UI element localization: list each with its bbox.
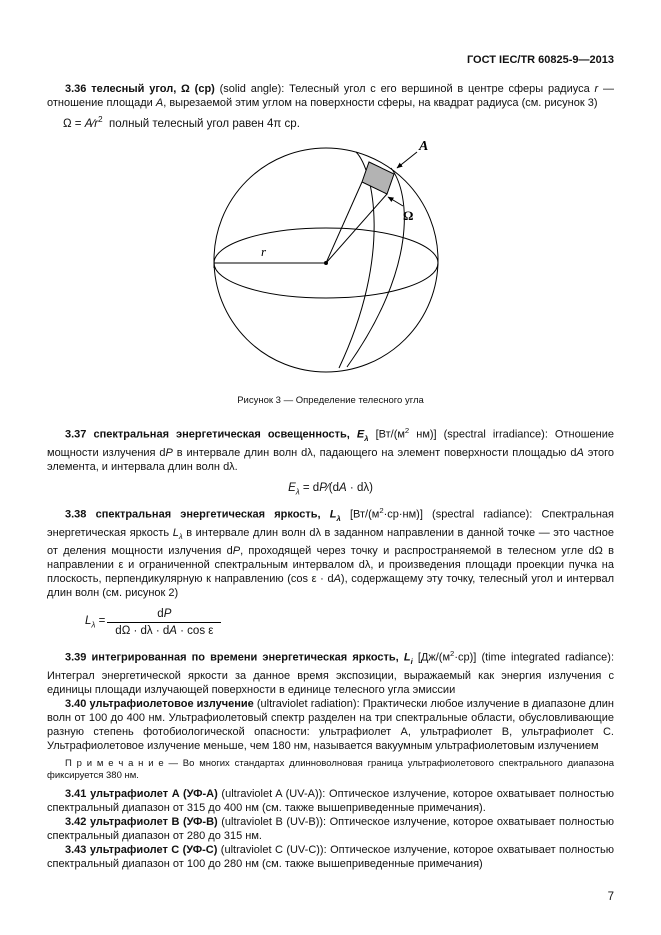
meridian-arc-right	[347, 168, 404, 367]
label-omega-arrow	[388, 197, 403, 206]
formula-solid-angle: $\Omega = A∕r^2$ полный телесный угол равен 4π ср.	[63, 115, 300, 130]
definition-3-41: 3.41 ультрафиолет A (УФ-A) (ultraviolet A (UV-A)): Оптическое излучение, которое охватывает полностью спектральный диапазон от 315 до 400 нм (см. также вышеприведенные примечания).	[47, 787, 614, 814]
solid-angle-diagram	[161, 134, 501, 382]
center-dot	[324, 261, 328, 265]
note-3-40: П р и м е ч а н и е — Во многих стандартах длинноволновая граница ультрафиолетового спектрального диапазона фиксируется 380 нм.	[47, 757, 614, 781]
page-number: 7	[607, 890, 614, 903]
definition-3-40: 3.40 ультрафиолетовое излучение (ultraviolet radiation): Практически любое излучение в диапазоне длин волн от 100 до 400 нм. Ультрафиолетовый спектр разделен на три спектральные области, обусловливающие разную степень фотобиологической опасности: ультрафиолет A, ультрафиолет B, ультрафиолет C. Ультрафиолетовое излучение меньше, чем 180 нм, называется вакуумным ультрафиолетовым излучением	[47, 697, 614, 752]
doc-header: ГОСТ IEC/TR 60825-9—2013	[466, 54, 614, 66]
definition-3-37: 3.37 спектральная энергетическая освещенность, $E_\lambda$ [$Вт/(м^2$ нм)] (spectral irradiance): Отношение мощности излучения dP в интервале длин волн dλ, падающего на элемент поверхности площадью dA этого элемента, и интервала длин волн dλ.	[47, 425, 614, 473]
figure-label-a: A	[418, 138, 428, 154]
figure-label-omega: Ω	[402, 207, 413, 223]
fraction-numerator: dP	[107, 608, 221, 623]
definition-3-36: 3.36 телесный угол, Ω (ср) (solid angle): Телесный угол с его вершиной в центре сферы радиуса r — отношение площади A, вырезаемой этим углом на поверхности сферы, на квадрат радиуса (см. рисунок 3)	[47, 83, 614, 109]
fraction	[107, 608, 221, 637]
surface-patch	[362, 162, 394, 194]
formula-lhs: $L_\lambda$ =	[85, 615, 106, 630]
sphere-outline	[214, 148, 438, 372]
formula-spectral-radiance	[85, 608, 614, 637]
figure-3	[161, 134, 501, 406]
definition-3-42: 3.42 ультрафиолет B (УФ-B) (ultraviolet B (UV-B)): Оптическое излучение, которое охватывает полностью спектральный диапазон от 280 до 315 нм.	[47, 815, 614, 842]
cone-line-left	[326, 182, 362, 263]
label-a-arrow	[397, 152, 417, 168]
formula-spectral-irradiance: $E_\lambda$ = dP∕(dA · dλ)	[288, 481, 373, 496]
figure-3-caption: Рисунок 3 — Определение телесного угла	[237, 394, 424, 406]
figure-label-r: r	[260, 243, 266, 259]
fraction-denominator: dΩ · dλ · dA · cos ε	[115, 625, 214, 637]
definition-3-39: 3.39 интегрированная по времени энергетическая яркость, $L_i$ $[Дж/(м^2\cdot ср)]$ (time integrated radiance): Интеграл энергетической яркости за данное время экспозиции, выражаемый как энергия излучения с единицы площади излучающей поверхности в единице телесного угла эмиссии	[47, 649, 615, 696]
definition-3-38: 3.38 спектральная энергетическая яркость, $L_\lambda$ $[Вт/(м^2\cdot ср\cdot нм)]$ (spectral radiance): Спектральная энергетическая яркость $L_\lambda$ в интервале длин волн dλ в заданном направлении в данной точке — это частное от деления мощности излучения dP, проходящей через точку и распространяемой в телесном угле dΩ в направлении ε и ограниченной спектральным интервалом dλ, и произведения площади проекции пучка на плоскость, перпендикулярную к направлению (cos ε · dA), содержащему эту точку, телесный угол и интервал длин волн (см. рисунок 2)	[47, 505, 614, 599]
definition-3-43: 3.43 ультрафиолет C (УФ-C) (ultraviolet C (UV-C)): Оптическое излучение, которое охватывает полностью спектральный диапазон от 100 до 280 нм (см. также вышеприведенные примечания)	[47, 843, 614, 870]
